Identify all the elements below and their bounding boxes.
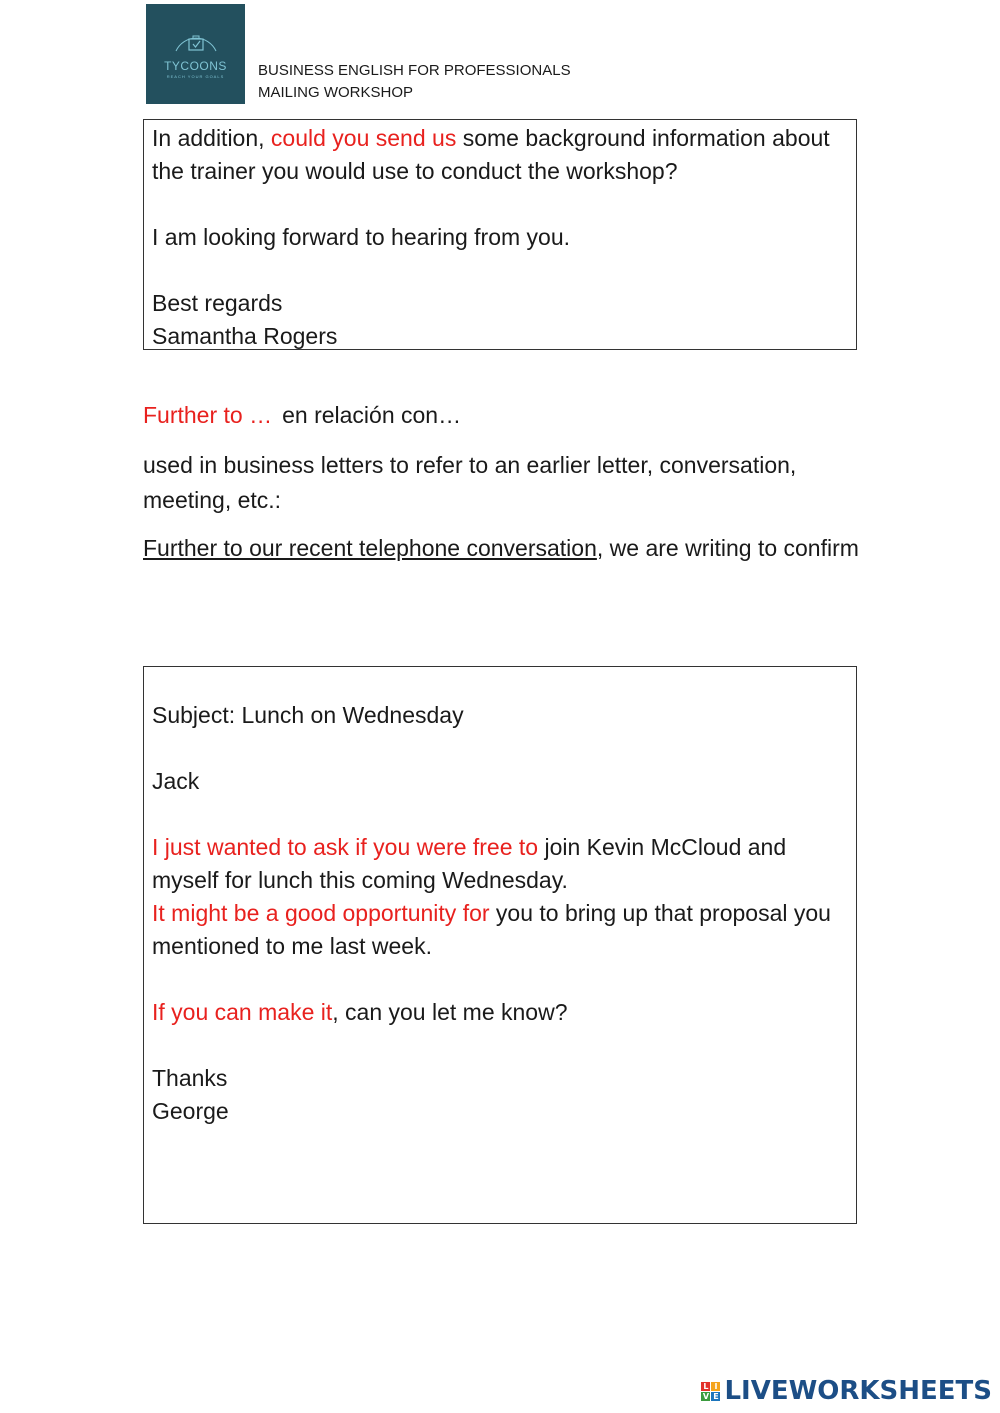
email-subject: Subject: Lunch on Wednesday: [152, 702, 464, 728]
email-closing: Thanks: [152, 1065, 228, 1091]
term-example: Further to our recent telephone conversation, we are writing to confirm: [143, 535, 859, 561]
email-greeting: Jack: [152, 768, 200, 794]
logo-tagline: REACH YOUR GOALS: [166, 74, 225, 79]
liveworksheets-brand: LIVEWORKSHEETS: [724, 1376, 992, 1406]
email-paragraph: In addition, could you send us some background information about the trainer you would use to conduct the workshop?: [152, 125, 830, 184]
email-paragraph: I just wanted to ask if you were free to join Kevin McCloud and myself for lunch this coming Wednesday.: [152, 834, 787, 893]
example-underlined: Further to our recent telephone conversation: [143, 535, 597, 561]
logo-name: TYCOONS: [164, 59, 227, 73]
vocabulary-term: [143, 399, 461, 432]
tycoons-logo: [146, 4, 245, 104]
document-header: [258, 60, 571, 104]
highlighted-phrase: could you send us: [270, 125, 457, 151]
email-paragraph: It might be a good opportunity for you to bring up that proposal you mentioned to me last week.: [152, 900, 831, 959]
email-excerpt-box: [143, 119, 857, 350]
email-closing: Best regards: [152, 290, 283, 316]
email-paragraph: If you can make it, can you let me know?: [152, 999, 568, 1025]
email-signature: George: [152, 1098, 229, 1124]
liveworksheets-logo: [701, 1376, 992, 1406]
highlighted-phrase: If you can make it: [152, 999, 333, 1025]
briefcase-check-icon: [170, 29, 222, 57]
highlighted-phrase: It might be a good opportunity for: [152, 900, 490, 926]
header-course: BUSINESS ENGLISH FOR PROFESSIONALS: [258, 62, 571, 79]
highlighted-phrase: I just wanted to ask if you were free to: [152, 834, 539, 860]
header-workshop: MAILING WORKSHOP: [258, 84, 414, 101]
live-badge-icon: L I V E: [702, 1381, 719, 1401]
term-translation: en relación con…: [282, 402, 462, 428]
email-example-box: [143, 666, 857, 1224]
term-definition: used in business letters to refer to an earlier letter, conversation, meeting, etc.:: [143, 452, 797, 513]
email-signature: Samantha Rogers: [152, 323, 338, 349]
email-paragraph: I am looking forward to hearing from you.: [152, 224, 571, 250]
term-phrase: Further to …: [143, 402, 273, 428]
